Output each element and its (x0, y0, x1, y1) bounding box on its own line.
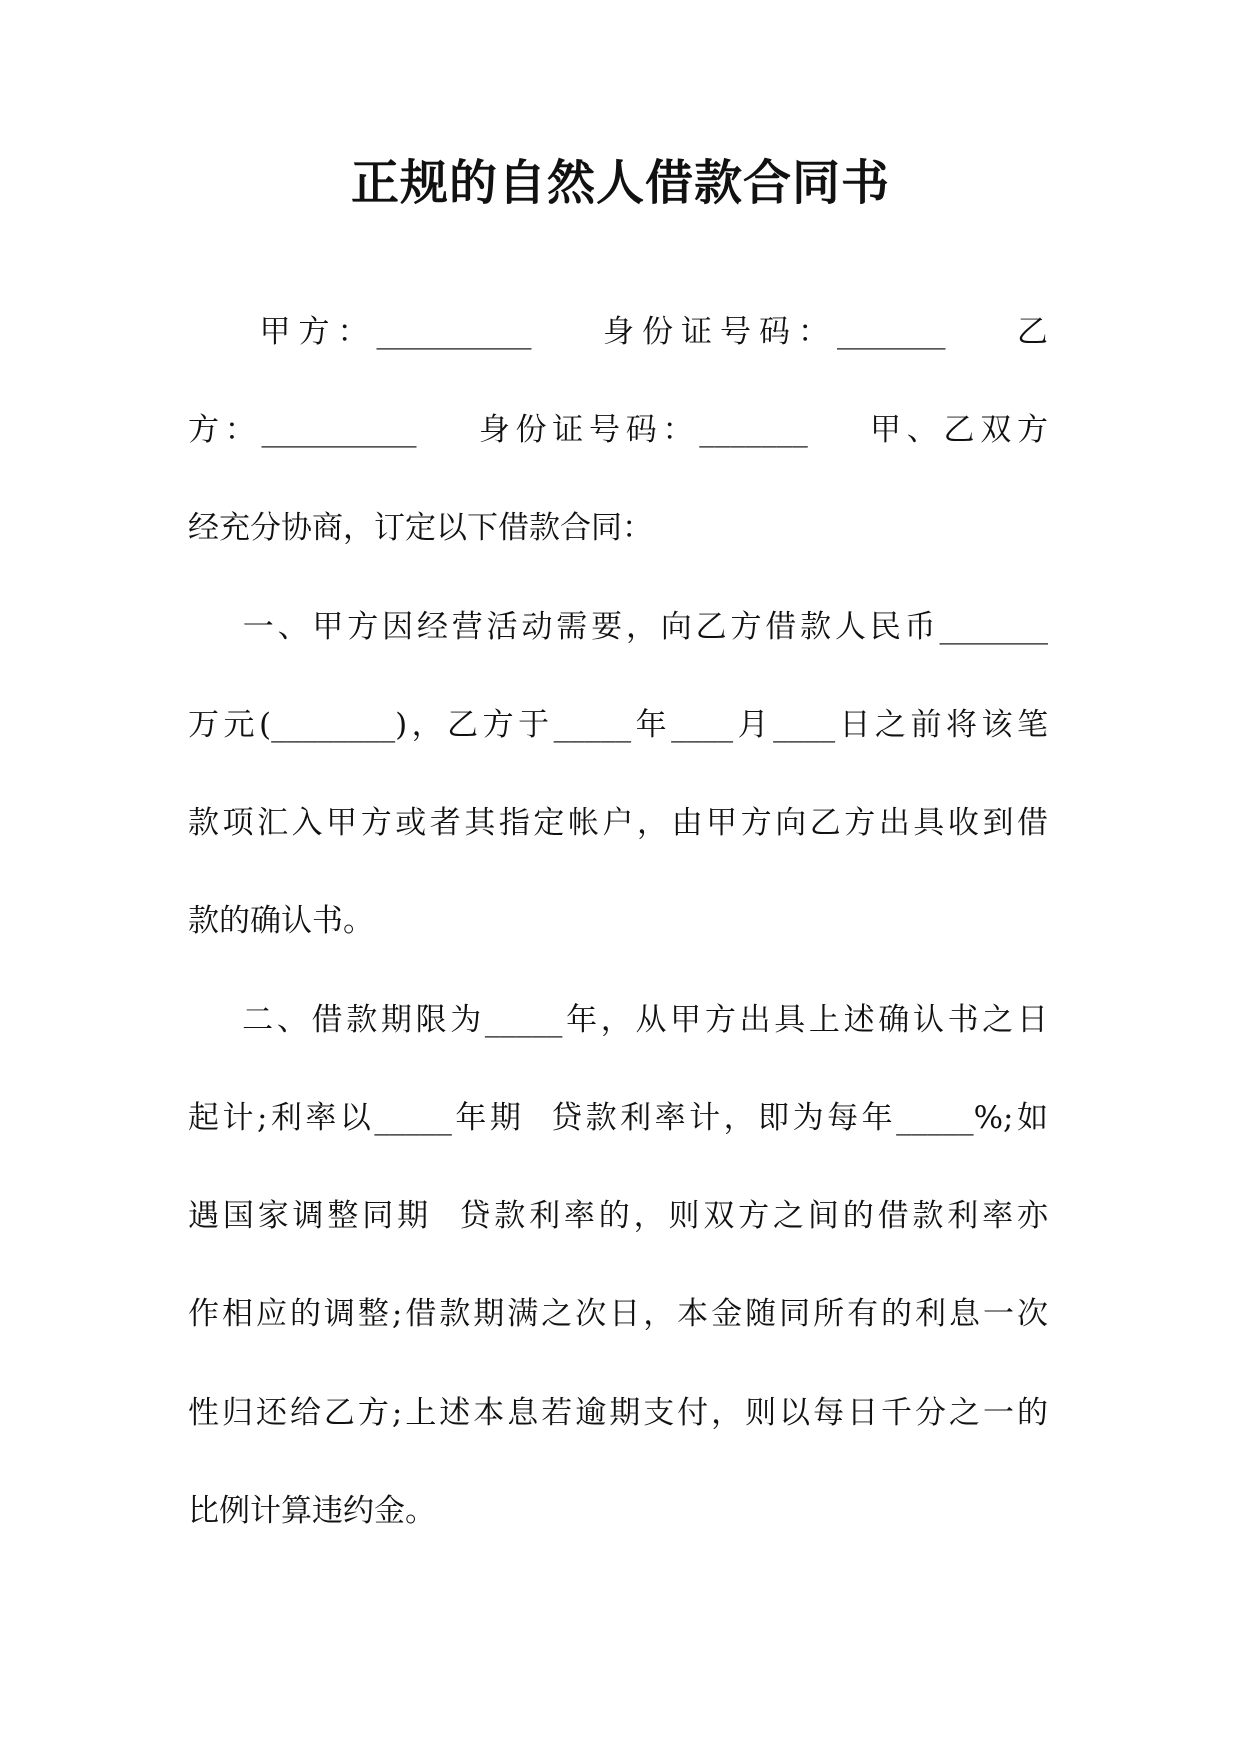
clause-1-line-1: 一、甲方因经营活动需要，向乙方借款人民币_______ (188, 609, 1048, 645)
clause-2-line-1: 二、借款期限为_____年，从甲方出具上述确认书之日 (188, 1002, 1048, 1038)
clause-2-line-3: 遇国家调整同期 贷款利率的，则双方之间的借款利率亦 (188, 1198, 1048, 1234)
paragraph-line-1: 甲方：__________ 身份证号码：_______ 乙 (188, 314, 1048, 350)
clause-2-line-5: 性归还给乙方;上述本息若逾期支付，则以每日千分之一的 (188, 1395, 1048, 1431)
clause-1-line-2: 万元(________)，乙方于_____年____月____日之前将该笔 (188, 707, 1048, 743)
clause-2-line-4: 作相应的调整;借款期满之次日，本金随同所有的利息一次 (188, 1296, 1048, 1332)
paragraph-line-3: 经充分协商，订定以下借款合同： (188, 510, 653, 546)
clause-2-line-6: 比例计算违约金。 (188, 1493, 436, 1529)
clause-1-line-4: 款的确认书。 (188, 903, 374, 939)
clause-2-line-2: 起计;利率以_____年期 贷款利率计，即为每年_____%;如 (188, 1100, 1048, 1136)
clause-1-line-3: 款项汇入甲方或者其指定帐户，由甲方向乙方出具收到借 (188, 805, 1048, 841)
document-title: 正规的自然人借款合同书 (350, 155, 890, 211)
paragraph-line-2: 方：__________ 身份证号码：_______ 甲、乙双方 (188, 412, 1048, 448)
